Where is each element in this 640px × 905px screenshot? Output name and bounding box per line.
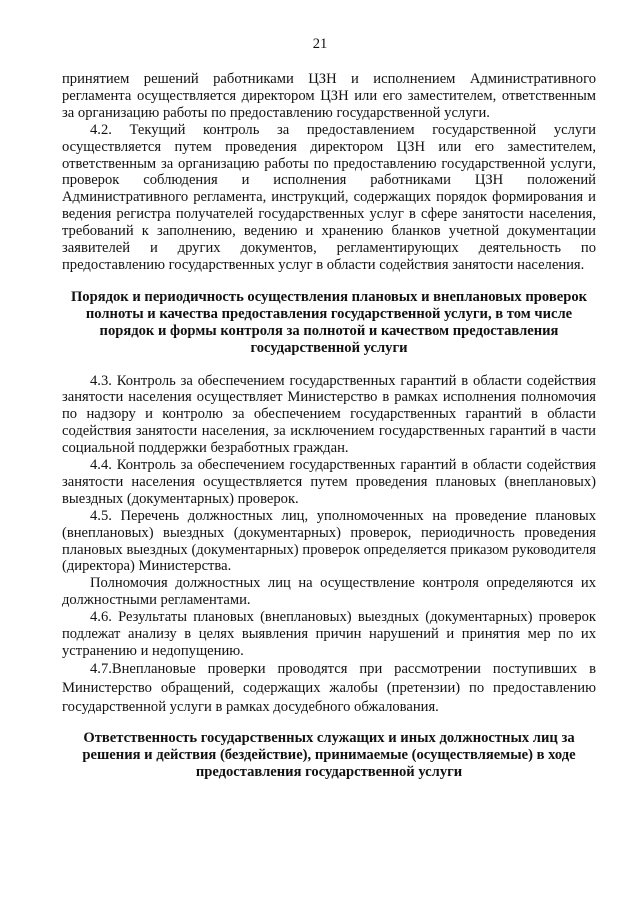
page-number: 21 [312, 36, 328, 52]
paragraph-4-2: 4.2. Текущий контроль за предоставлением государственной услуги осуществляется путем проведения директором ЦЗН или его заместителем, ответственным за организацию работы по предоставлению государственной услуги, проверок соблюдения и исполнения работниками ЦЗН положений Административного регламента, инструкций, содержащих порядок формирования и ведения регистра получателей государственных услуг в сфере занятости населения, требований к заполнению, ведению и хранению бланков учетной документации заявителей и других документов, регламентирующих деятельность по предоставлению государственных услуг в области содействия занятости населения. [62, 121, 596, 273]
paragraph-continuation: принятием решений работниками ЦЗН и исполнением Административного регламента осуществляется директором ЦЗН или его заместителем, ответственным за организацию работы по предоставлению государственной услуги. [62, 71, 596, 121]
section-heading-responsibility: Ответственность государственных служащих и иных должностных лиц за решения и действия (бездействие), принимаемые (осуществляемые) в ходе предоставления государственной услуги [82, 729, 576, 780]
paragraph-4-5: 4.5. Перечень должностных лиц, уполномоченных на проведение плановых (внеплановых) выездных (документарных) проверок, периодичность проведения плановых выездных (документарных) проверок определяется приказом руководителя (директора) Министерства. [62, 507, 596, 575]
paragraph-4-7: 4.7.Внеплановые проверки проводятся при рассмотрении поступивших в Министерство обращений, содержащих жалобы (претензии) по предоставлению государственной услуги в рамках досудебного обжалования. [62, 660, 596, 715]
document-body [62, 71, 596, 781]
section-heading-inspections: Порядок и периодичность осуществления плановых и внеплановых проверок полноты и качества предоставления государственной услуги, в том числе порядок и формы контроля за полнотой и качеством предоставления государственной услуги [70, 288, 588, 356]
paragraph-powers: Полномочия должностных лиц на осуществление контроля определяются их должностными регламентами. [62, 575, 596, 609]
paragraph-4-3: 4.3. Контроль за обеспечением государственных гарантий в области содействия занятости населения осуществляет Министерство в рамках исполнения полномочия по надзору и контролю за обеспечением государственных гарантий в области содействия занятости населения, за исключением государственных гарантий в части социальной поддержки безработных граждан. [62, 372, 596, 457]
paragraph-4-4: 4.4. Контроль за обеспечением государственных гарантий в области содействия занятости населения осуществляется путем проведения плановых (внеплановых) выездных (документарных) проверок. [62, 457, 596, 507]
paragraph-4-6: 4.6. Результаты плановых (внеплановых) выездных (документарных) проверок подлежат анализу в целях выявления причин нарушений и принятия мер по их устранению и недопущению. [62, 609, 596, 659]
